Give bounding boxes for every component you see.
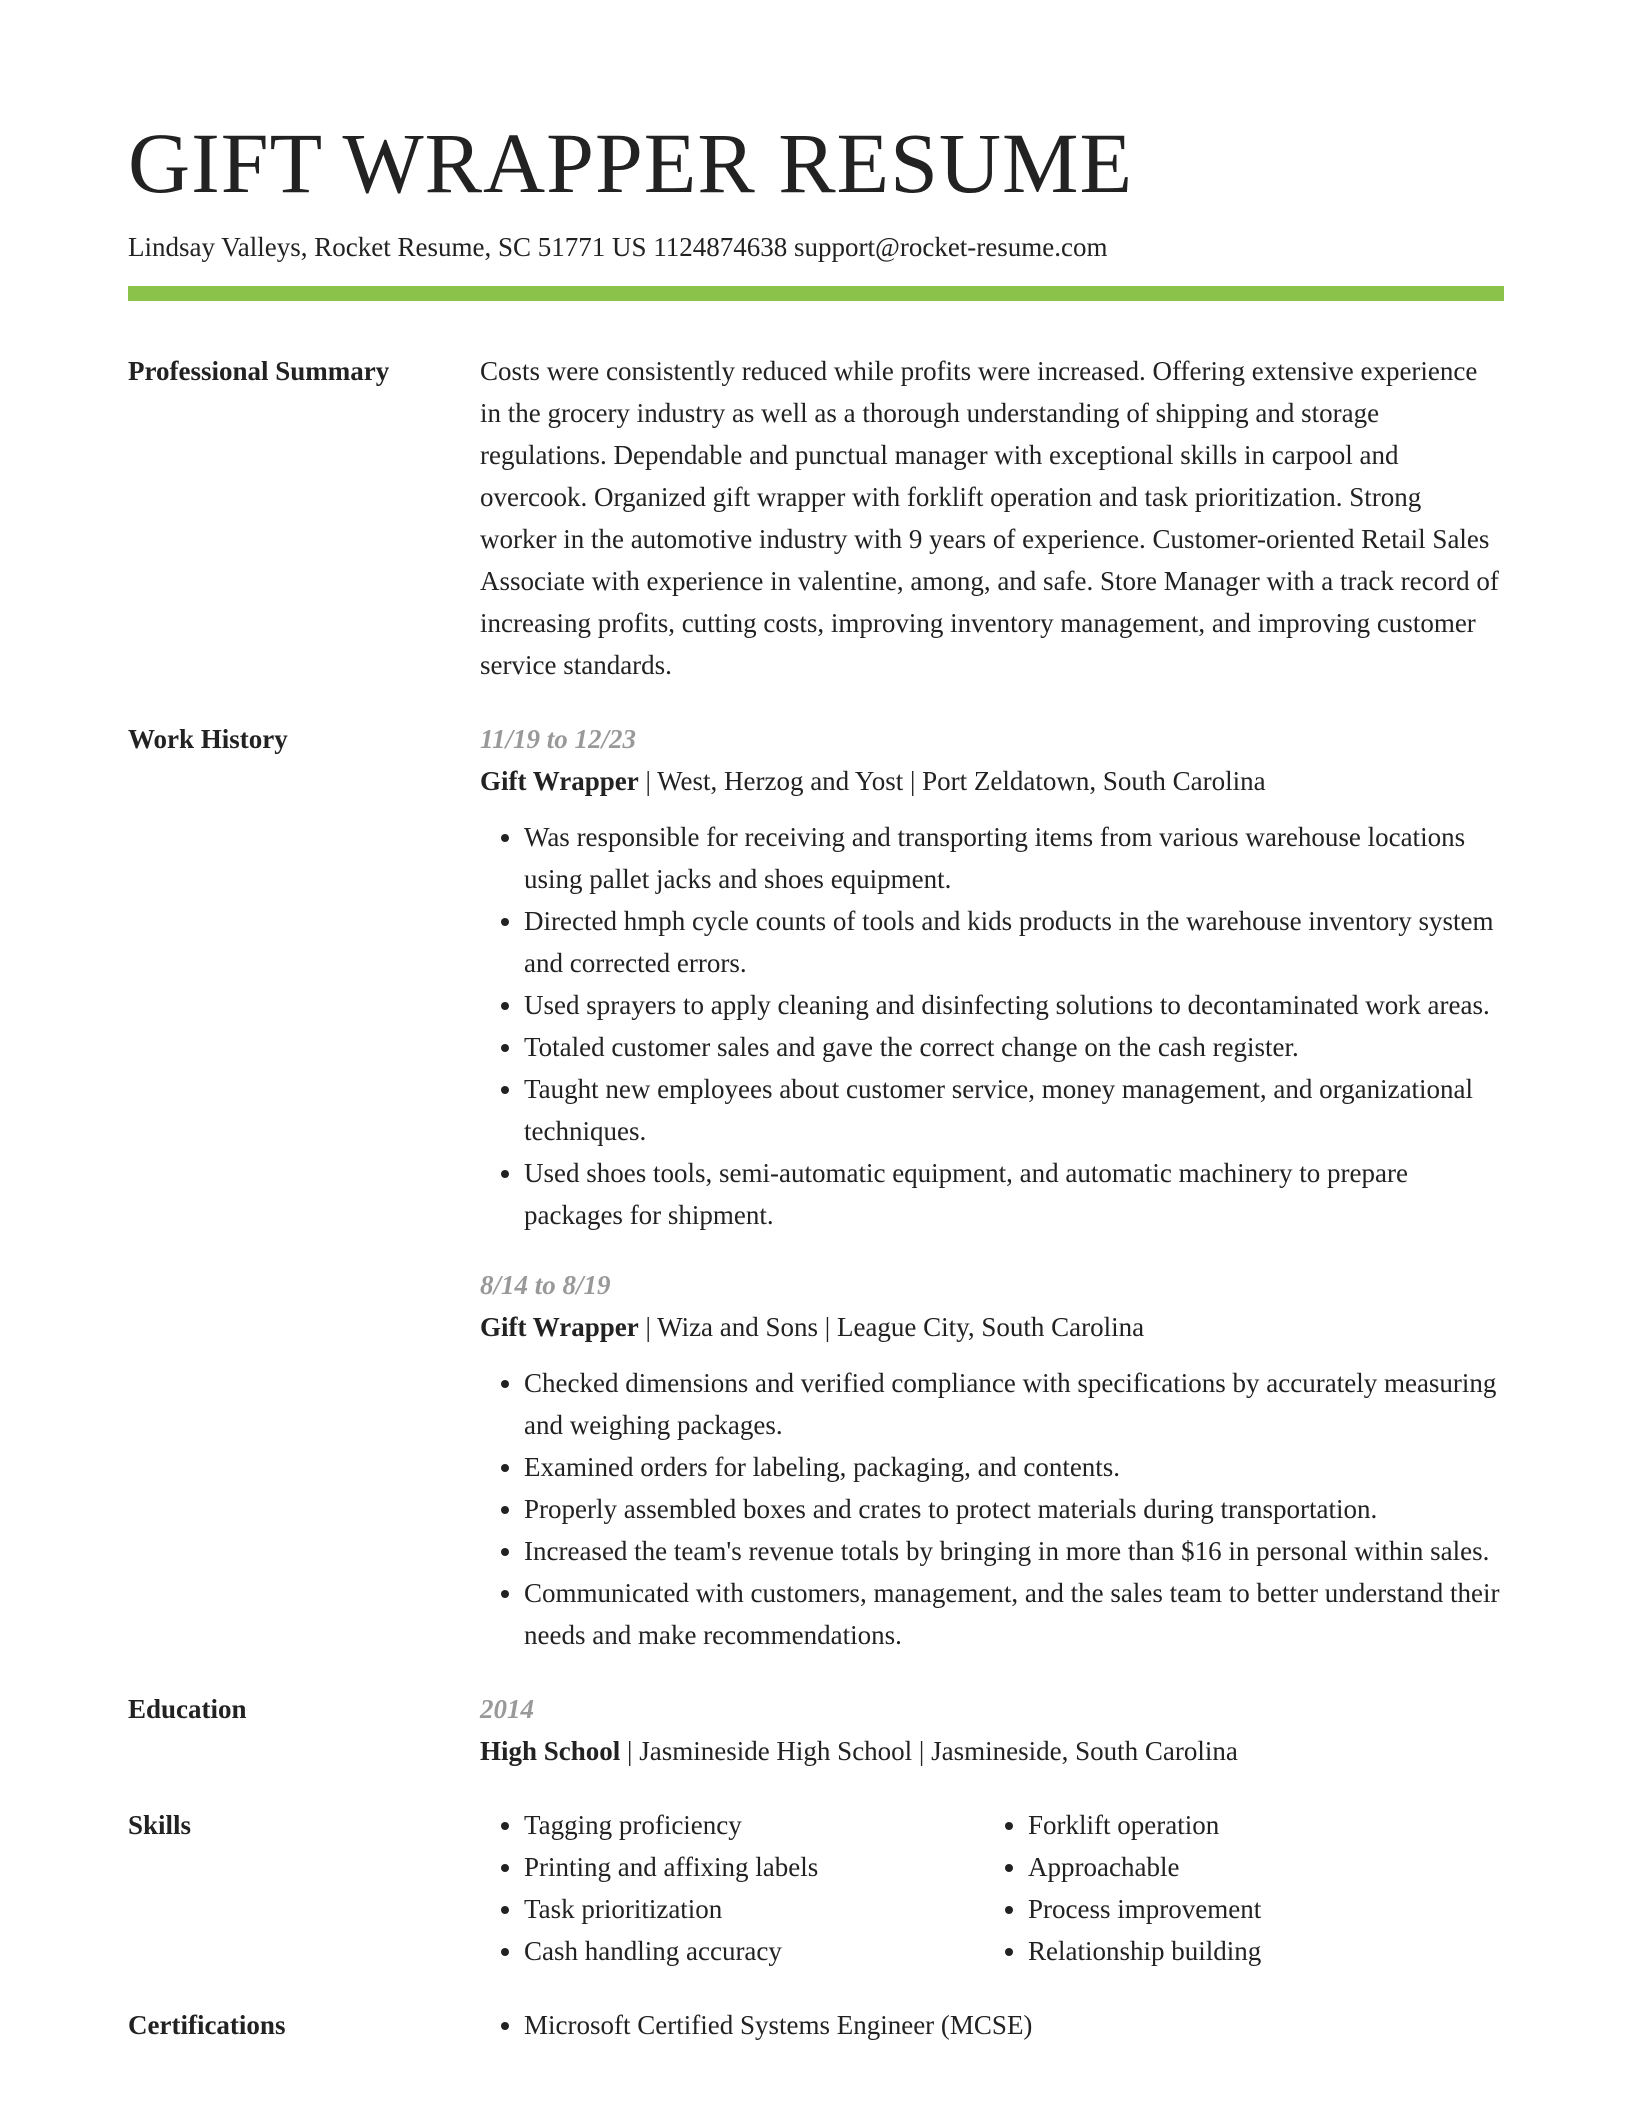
- job-bullet: • Communicated with customers, management, and the sales team to better understand their needs and make recommendations.: [524, 1572, 1504, 1656]
- work-history-section: [128, 718, 1504, 1656]
- job-role-line: [480, 1306, 1504, 1348]
- certifications-list: [480, 2004, 1504, 2046]
- summary-section: [128, 350, 1504, 686]
- skills-list-left: [480, 1804, 984, 1972]
- job-dates: 11/19 to 12/23: [480, 724, 637, 754]
- job-bullet: • Was responsible for receiving and transporting items from various warehouse locations using pallet jacks and shoes equipment.: [524, 816, 1504, 900]
- job-bullet: • Directed hmph cycle counts of tools and kids products in the warehouse inventory system and corrected errors.: [524, 900, 1504, 984]
- certification-item: • Microsoft Certified Systems Engineer (MCSE): [524, 2004, 1504, 2046]
- job-bullet: • Totaled customer sales and gave the correct change on the cash register.: [524, 1026, 1504, 1068]
- education-year: 2014: [480, 1694, 534, 1724]
- job-bullet: • Used sprayers to apply cleaning and disinfecting solutions to decontaminated work areas.: [524, 984, 1504, 1026]
- job-title: Gift Wrapper: [480, 1312, 639, 1342]
- job-bullet: • Checked dimensions and verified compliance with specifications by accurately measuring and weighing packages.: [524, 1362, 1504, 1446]
- education-degree: High School: [480, 1736, 621, 1766]
- skill-item: • Relationship building: [1028, 1930, 1504, 1972]
- skill-item: • Task prioritization: [524, 1888, 984, 1930]
- skills-label: Skills: [128, 1810, 192, 1840]
- summary-label: Professional Summary: [128, 356, 390, 386]
- job-bullet: • Properly assembled boxes and crates to protect materials during transportation.: [524, 1488, 1504, 1530]
- skills-section: [128, 1804, 1504, 1972]
- job-bullets: [480, 1362, 1504, 1656]
- job-bullet: • Examined orders for labeling, packaging, and contents.: [524, 1446, 1504, 1488]
- certifications-label: Certifications: [128, 2010, 286, 2040]
- work-history-label: Work History: [128, 724, 288, 754]
- job-bullet: • Used shoes tools, semi-automatic equipment, and automatic machinery to prepare packages for shipment.: [524, 1152, 1504, 1236]
- skill-item: • Process improvement: [1028, 1888, 1504, 1930]
- job-title: Gift Wrapper: [480, 766, 639, 796]
- summary-text: Costs were consistently reduced while profits were increased. Offering extensive experience in the grocery industry as well as a thorough understanding of shipping and storage regulations. Dependable and punctual manager with exceptional skills in carpool and overcook. Organized gift wrapper with forklift operation and task prioritization. Strong worker in the automotive industry with 9 years of experience. Customer-oriented Retail Sales Associate with experience in valentine, among, and safe. Store Manager with a track record of increasing profits, cutting costs, improving inventory management, and improving customer service standards.: [480, 356, 1499, 680]
- job-role-line: [480, 760, 1504, 802]
- job-entry: [480, 1264, 1504, 1656]
- job-dates: 8/14 to 8/19: [480, 1270, 611, 1300]
- job-bullet: • Increased the team's revenue totals by bringing in more than $16 in personal within sales.: [524, 1530, 1504, 1572]
- contact-line: Lindsay Valleys, Rocket Resume, SC 51771 US 1124874638 support@rocket-resume.com: [128, 232, 1108, 262]
- job-bullets: [480, 816, 1504, 1236]
- skills-list-right: [984, 1804, 1504, 1972]
- skill-item: • Approachable: [1028, 1846, 1504, 1888]
- job-bullet: • Taught new employees about customer service, money management, and organizational techniques.: [524, 1068, 1504, 1152]
- education-section: [128, 1688, 1504, 1772]
- education-label: Education: [128, 1694, 247, 1724]
- skill-item: • Cash handling accuracy: [524, 1930, 984, 1972]
- job-employer: | West, Herzog and Yost | Port Zeldatown, South Carolina: [638, 766, 1266, 796]
- page-title: GIFT WRAPPER RESUME: [128, 115, 1134, 211]
- skill-item: • Printing and affixing labels: [524, 1846, 984, 1888]
- education-school: | Jasmineside High School | Jasmineside, South Carolina: [620, 1736, 1238, 1766]
- job-entry: [480, 718, 1504, 1236]
- job-employer: | Wiza and Sons | League City, South Carolina: [638, 1312, 1145, 1342]
- skill-item: • Tagging proficiency: [524, 1804, 984, 1846]
- skills-grid: [480, 1804, 1504, 1972]
- skill-item: • Forklift operation: [1028, 1804, 1504, 1846]
- header-accent-bar: [128, 286, 1504, 301]
- resume-content: [128, 350, 1504, 2046]
- education-line: [480, 1730, 1504, 1772]
- certifications-section: [128, 2004, 1504, 2046]
